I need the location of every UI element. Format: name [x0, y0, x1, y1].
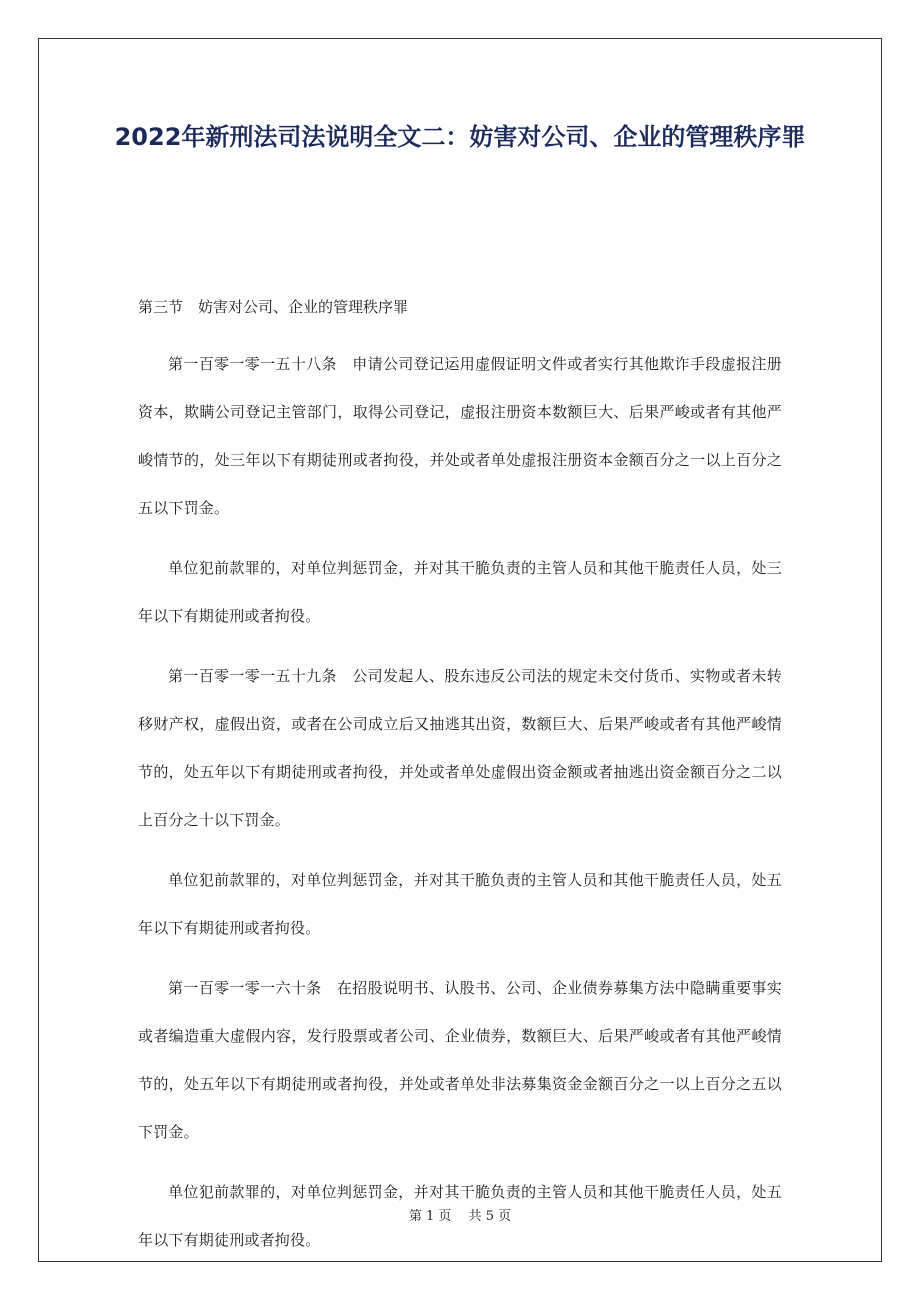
section-heading: 第三节 妨害对公司、企业的管理秩序罪: [138, 298, 409, 316]
page-number: 第 1 页 共 5 页: [408, 1209, 512, 1224]
article-160-unit-clause: 单位犯前款罪的，对单位判惩罚金，并对其干脆负责的主管人员和其他干脆责任人员，处五年以下有期徒刑或者拘役。: [138, 1183, 782, 1249]
article-159-unit-clause: 单位犯前款罪的，对单位判惩罚金，并对其干脆负责的主管人员和其他干脆责任人员，处五年以下有期徒刑或者拘役。: [138, 871, 782, 937]
article-158-paragraph: 第一百零一零一五十八条 申请公司登记运用虚假证明文件或者实行其他欺诈手段虚报注册资本，欺瞒公司登记主管部门，取得公司登记，虚报注册资本数额巨大、后果严峻或者有其他严峻情节的，处三年以下有期徒刑或者拘役，并处或者单处虚报注册资本金额百分之一以上百分之五以下罚金。: [138, 355, 782, 517]
document-body: [138, 340, 782, 1276]
article-160-paragraph: 第一百零一零一六十条 在招股说明书、认股书、公司、企业债券募集方法中隐瞒重要事实或者编造重大虚假内容，发行股票或者公司、企业债券，数额巨大、后果严峻或者有其他严峻情节的，处五年以下有期徒刑或者拘役，并处或者单处非法募集资金金额百分之一以上百分之五以下罚金。: [138, 979, 782, 1141]
article-159-paragraph: 第一百零一零一五十九条 公司发起人、股东违反公司法的规定未交付货币、实物或者未转移财产权，虚假出资，或者在公司成立后又抽逃其出资，数额巨大、后果严峻或者有其他严峻情节的，处五年以下有期徒刑或者拘役，并处或者单处虚假出资金额或者抽逃出资金额百分之二以上百分之十以下罚金。: [138, 667, 782, 829]
document-title: 2022年新刑法司法说明全文二：妨害对公司、企业的管理秩序罪: [114, 123, 806, 151]
article-158-unit-clause: 单位犯前款罪的，对单位判惩罚金，并对其干脆负责的主管人员和其他干脆责任人员，处三年以下有期徒刑或者拘役。: [138, 559, 782, 625]
page-footer: [0, 1205, 920, 1224]
